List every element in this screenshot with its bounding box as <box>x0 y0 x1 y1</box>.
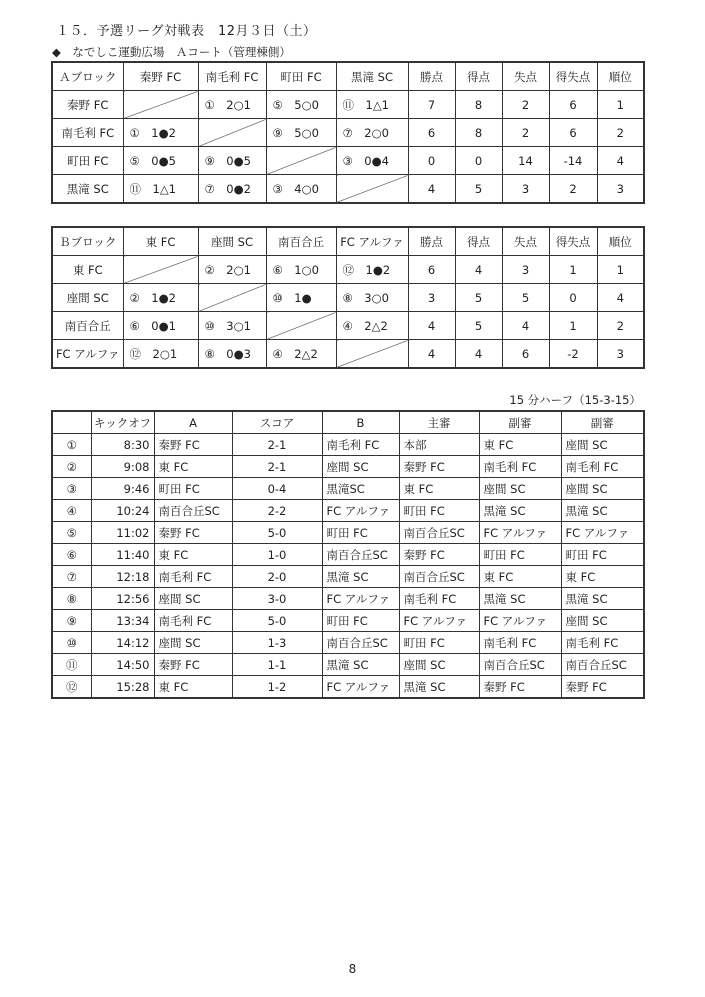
match-number: ⑩ <box>52 632 91 654</box>
match-result: ③ 0●4 <box>336 147 408 175</box>
self-match-cell <box>266 147 336 175</box>
kickoff-time: 9:46 <box>91 478 154 500</box>
page-number: 8 <box>348 962 357 976</box>
schedule-row <box>52 676 644 699</box>
score-header: スコア <box>232 411 322 434</box>
points: 3 <box>408 284 455 312</box>
referee: 南百合丘SC <box>399 522 479 544</box>
score: 3-0 <box>232 588 322 610</box>
assistant-referee-header: 副審 <box>561 411 644 434</box>
referee: FC アルファ <box>399 610 479 632</box>
score: 5-0 <box>232 610 322 632</box>
match-result: ⑧ 3○0 <box>336 284 408 312</box>
rank: 3 <box>597 340 644 369</box>
team-b: 座間 SC <box>322 456 399 478</box>
team-column-header: 南毛利 FC <box>198 62 266 91</box>
match-result: ⑥ 1○0 <box>266 256 336 284</box>
referee: 座間 SC <box>399 654 479 676</box>
half-duration-note: 15 分ハーフ（15-3-15） <box>509 393 641 407</box>
goal-diff: 1 <box>549 312 597 340</box>
schedule-row <box>52 566 644 588</box>
assistant-referee: 東 FC <box>479 566 561 588</box>
score: 2-1 <box>232 456 322 478</box>
league-row <box>52 147 644 175</box>
team-a: 秦野 FC <box>154 522 232 544</box>
referee: 町田 FC <box>399 632 479 654</box>
assistant-referee: 南毛利 FC <box>479 456 561 478</box>
assistant-referee: 座間 SC <box>561 478 644 500</box>
goal-diff: -2 <box>549 340 597 369</box>
assistant-referee: 南百合丘SC <box>561 654 644 676</box>
match-number: ⑤ <box>52 522 91 544</box>
points-header: 勝点 <box>408 227 455 256</box>
team-name: 町田 FC <box>52 147 123 175</box>
assistant-referee: 町田 FC <box>561 544 644 566</box>
team-name: 東 FC <box>52 256 123 284</box>
match-result: ⑪ 1△1 <box>123 175 198 204</box>
goal-diff: 6 <box>549 91 597 119</box>
league-header-row <box>52 62 644 91</box>
assistant-referee: 黒滝 SC <box>479 500 561 522</box>
goals-against: 3 <box>502 175 549 204</box>
assistant-referee: 南毛利 FC <box>479 632 561 654</box>
team-b: FC アルファ <box>322 588 399 610</box>
self-match-cell <box>336 340 408 369</box>
points: 4 <box>408 312 455 340</box>
match-result: ⑫ 2○1 <box>123 340 198 369</box>
rank: 4 <box>597 147 644 175</box>
team-column-header: 秦野 FC <box>123 62 198 91</box>
goals-for: 0 <box>455 147 502 175</box>
team-a: 南百合丘SC <box>154 500 232 522</box>
team-name: 南百合丘 <box>52 312 123 340</box>
team-b: 黒滝SC <box>322 478 399 500</box>
kickoff-time: 12:18 <box>91 566 154 588</box>
schedule-row <box>52 456 644 478</box>
schedule-row <box>52 434 644 456</box>
kickoff-time: 13:34 <box>91 610 154 632</box>
team-name: FC アルファ <box>52 340 123 369</box>
league-header-row <box>52 227 644 256</box>
team-a: 座間 SC <box>154 588 232 610</box>
goal-diff: 0 <box>549 284 597 312</box>
score: 2-1 <box>232 434 322 456</box>
match-number: ⑦ <box>52 566 91 588</box>
self-match-cell <box>198 284 266 312</box>
match-result: ⑩ 1● <box>266 284 336 312</box>
team-a: 東 FC <box>154 676 232 699</box>
match-result: ④ 2△2 <box>266 340 336 369</box>
team-column-header: 東 FC <box>123 227 198 256</box>
points: 7 <box>408 91 455 119</box>
match-result: ⑪ 1△1 <box>336 91 408 119</box>
score: 2-2 <box>232 500 322 522</box>
team-b: 黒滝 SC <box>322 566 399 588</box>
schedule-row <box>52 632 644 654</box>
schedule-row <box>52 522 644 544</box>
team-b: 黒滝 SC <box>322 654 399 676</box>
match-result: ② 1●2 <box>123 284 198 312</box>
assistant-referee: 南百合丘SC <box>479 654 561 676</box>
goals-for-header: 得点 <box>455 227 502 256</box>
team-a: 秦野 FC <box>154 434 232 456</box>
league-row <box>52 91 644 119</box>
venue-label: ◆ なでしこ運動広場 Ａコート（管理棟側） <box>52 45 291 59</box>
kickoff-time: 11:02 <box>91 522 154 544</box>
team-column-header: 町田 FC <box>266 62 336 91</box>
assistant-referee-header: 副審 <box>479 411 561 434</box>
schedule-row <box>52 654 644 676</box>
team-a: 南毛利 FC <box>154 566 232 588</box>
team-name: 座間 SC <box>52 284 123 312</box>
self-match-cell <box>123 256 198 284</box>
match-number: ① <box>52 434 91 456</box>
match-no-header <box>52 411 91 434</box>
team-a: 町田 FC <box>154 478 232 500</box>
team-a: 東 FC <box>154 544 232 566</box>
match-result: ⑤ 5○0 <box>266 91 336 119</box>
goals-against: 2 <box>502 91 549 119</box>
score: 1-1 <box>232 654 322 676</box>
kickoff-time: 14:50 <box>91 654 154 676</box>
kickoff-time: 9:08 <box>91 456 154 478</box>
assistant-referee: 南毛利 FC <box>561 456 644 478</box>
match-result: ⑨ 0●5 <box>198 147 266 175</box>
block-label: Ａブロック <box>52 62 123 91</box>
team-b-header: B <box>322 411 399 434</box>
team-b: 南毛利 FC <box>322 434 399 456</box>
league-row <box>52 284 644 312</box>
goal-diff-header: 得失点 <box>549 227 597 256</box>
assistant-referee: 町田 FC <box>479 544 561 566</box>
match-number: ④ <box>52 500 91 522</box>
assistant-referee: FC アルファ <box>561 522 644 544</box>
league-row <box>52 256 644 284</box>
team-name: 黒滝 SC <box>52 175 123 204</box>
team-b: 南百合丘SC <box>322 544 399 566</box>
referee: 東 FC <box>399 478 479 500</box>
match-result: ② 2○1 <box>198 256 266 284</box>
match-number: ⑨ <box>52 610 91 632</box>
league-table-b <box>51 226 645 369</box>
goals-against-header: 失点 <box>502 227 549 256</box>
goals-for: 5 <box>455 312 502 340</box>
match-result: ① 2○1 <box>198 91 266 119</box>
goal-diff-header: 得失点 <box>549 62 597 91</box>
goals-for: 4 <box>455 340 502 369</box>
referee: 南毛利 FC <box>399 588 479 610</box>
goals-for: 8 <box>455 91 502 119</box>
points: 4 <box>408 175 455 204</box>
match-result: ⑥ 0●1 <box>123 312 198 340</box>
assistant-referee: 座間 SC <box>561 610 644 632</box>
points: 0 <box>408 147 455 175</box>
referee: 黒滝 SC <box>399 676 479 699</box>
assistant-referee: 秦野 FC <box>561 676 644 699</box>
referee: 本部 <box>399 434 479 456</box>
score: 1-3 <box>232 632 322 654</box>
referee: 秦野 FC <box>399 544 479 566</box>
assistant-referee: FC アルファ <box>479 610 561 632</box>
assistant-referee: 座間 SC <box>561 434 644 456</box>
kickoff-header: キックオフ <box>91 411 154 434</box>
goals-against: 2 <box>502 119 549 147</box>
self-match-cell <box>266 312 336 340</box>
rank-header: 順位 <box>597 227 644 256</box>
schedule-row <box>52 610 644 632</box>
assistant-referee: 黒滝 SC <box>561 500 644 522</box>
rank: 1 <box>597 256 644 284</box>
goal-diff: 2 <box>549 175 597 204</box>
kickoff-time: 14:12 <box>91 632 154 654</box>
league-row <box>52 312 644 340</box>
points-header: 勝点 <box>408 62 455 91</box>
match-result: ⑧ 0●3 <box>198 340 266 369</box>
schedule-row <box>52 500 644 522</box>
referee-header: 主審 <box>399 411 479 434</box>
team-a: 秦野 FC <box>154 654 232 676</box>
team-name: 南毛利 FC <box>52 119 123 147</box>
match-result: ① 1●2 <box>123 119 198 147</box>
team-b: 南百合丘SC <box>322 632 399 654</box>
schedule-row <box>52 588 644 610</box>
team-a-header: A <box>154 411 232 434</box>
referee: 町田 FC <box>399 500 479 522</box>
goal-diff: 1 <box>549 256 597 284</box>
match-schedule-table <box>51 410 645 699</box>
kickoff-time: 12:56 <box>91 588 154 610</box>
goals-against: 3 <box>502 256 549 284</box>
assistant-referee: 座間 SC <box>479 478 561 500</box>
assistant-referee: 黒滝 SC <box>479 588 561 610</box>
match-result: ⑤ 0●5 <box>123 147 198 175</box>
kickoff-time: 11:40 <box>91 544 154 566</box>
points: 6 <box>408 256 455 284</box>
referee: 南百合丘SC <box>399 566 479 588</box>
score: 5-0 <box>232 522 322 544</box>
rank-header: 順位 <box>597 62 644 91</box>
rank: 3 <box>597 175 644 204</box>
rank: 1 <box>597 91 644 119</box>
assistant-referee: FC アルファ <box>479 522 561 544</box>
team-a: 座間 SC <box>154 632 232 654</box>
referee: 秦野 FC <box>399 456 479 478</box>
team-b: 町田 FC <box>322 522 399 544</box>
match-number: ⑧ <box>52 588 91 610</box>
rank: 2 <box>597 312 644 340</box>
team-column-header: 黒滝 SC <box>336 62 408 91</box>
self-match-cell <box>336 175 408 204</box>
goal-diff: -14 <box>549 147 597 175</box>
league-row <box>52 340 644 369</box>
goals-against: 14 <box>502 147 549 175</box>
schedule-row <box>52 544 644 566</box>
team-column-header: FC アルファ <box>336 227 408 256</box>
match-result: ③ 4○0 <box>266 175 336 204</box>
match-result: ⑫ 1●2 <box>336 256 408 284</box>
team-column-header: 座間 SC <box>198 227 266 256</box>
team-column-header: 南百合丘 <box>266 227 336 256</box>
self-match-cell <box>198 119 266 147</box>
goals-for: 4 <box>455 256 502 284</box>
team-b: FC アルファ <box>322 676 399 699</box>
goals-against: 6 <box>502 340 549 369</box>
rank: 2 <box>597 119 644 147</box>
block-label: Ｂブロック <box>52 227 123 256</box>
match-result: ④ 2△2 <box>336 312 408 340</box>
match-number: ③ <box>52 478 91 500</box>
goals-for: 5 <box>455 175 502 204</box>
team-a: 東 FC <box>154 456 232 478</box>
self-match-cell <box>123 91 198 119</box>
team-a: 南毛利 FC <box>154 610 232 632</box>
score: 0-4 <box>232 478 322 500</box>
schedule-row <box>52 478 644 500</box>
match-number: ② <box>52 456 91 478</box>
assistant-referee: 東 FC <box>479 434 561 456</box>
league-table-a <box>51 61 645 204</box>
schedule-header-row <box>52 411 644 434</box>
match-result: ⑨ 5○0 <box>266 119 336 147</box>
goals-against: 5 <box>502 284 549 312</box>
goals-for: 5 <box>455 284 502 312</box>
kickoff-time: 15:28 <box>91 676 154 699</box>
league-row <box>52 119 644 147</box>
match-result: ⑦ 2○0 <box>336 119 408 147</box>
rank: 4 <box>597 284 644 312</box>
goals-against-header: 失点 <box>502 62 549 91</box>
assistant-referee: 東 FC <box>561 566 644 588</box>
goals-for-header: 得点 <box>455 62 502 91</box>
goal-diff: 6 <box>549 119 597 147</box>
match-number: ⑪ <box>52 654 91 676</box>
page-title: １５．予選リーグ対戦表 12月３日（土） <box>56 24 317 39</box>
assistant-referee: 黒滝 SC <box>561 588 644 610</box>
score: 1-0 <box>232 544 322 566</box>
match-result: ⑦ 0●2 <box>198 175 266 204</box>
match-result: ⑩ 3○1 <box>198 312 266 340</box>
assistant-referee: 南毛利 FC <box>561 632 644 654</box>
score: 1-2 <box>232 676 322 699</box>
kickoff-time: 8:30 <box>91 434 154 456</box>
goals-for: 8 <box>455 119 502 147</box>
match-number: ⑥ <box>52 544 91 566</box>
kickoff-time: 10:24 <box>91 500 154 522</box>
team-b: 町田 FC <box>322 610 399 632</box>
team-b: FC アルファ <box>322 500 399 522</box>
points: 6 <box>408 119 455 147</box>
assistant-referee: 秦野 FC <box>479 676 561 699</box>
score: 2-0 <box>232 566 322 588</box>
team-name: 秦野 FC <box>52 91 123 119</box>
match-number: ⑫ <box>52 676 91 699</box>
points: 4 <box>408 340 455 369</box>
goals-against: 4 <box>502 312 549 340</box>
league-row <box>52 175 644 204</box>
